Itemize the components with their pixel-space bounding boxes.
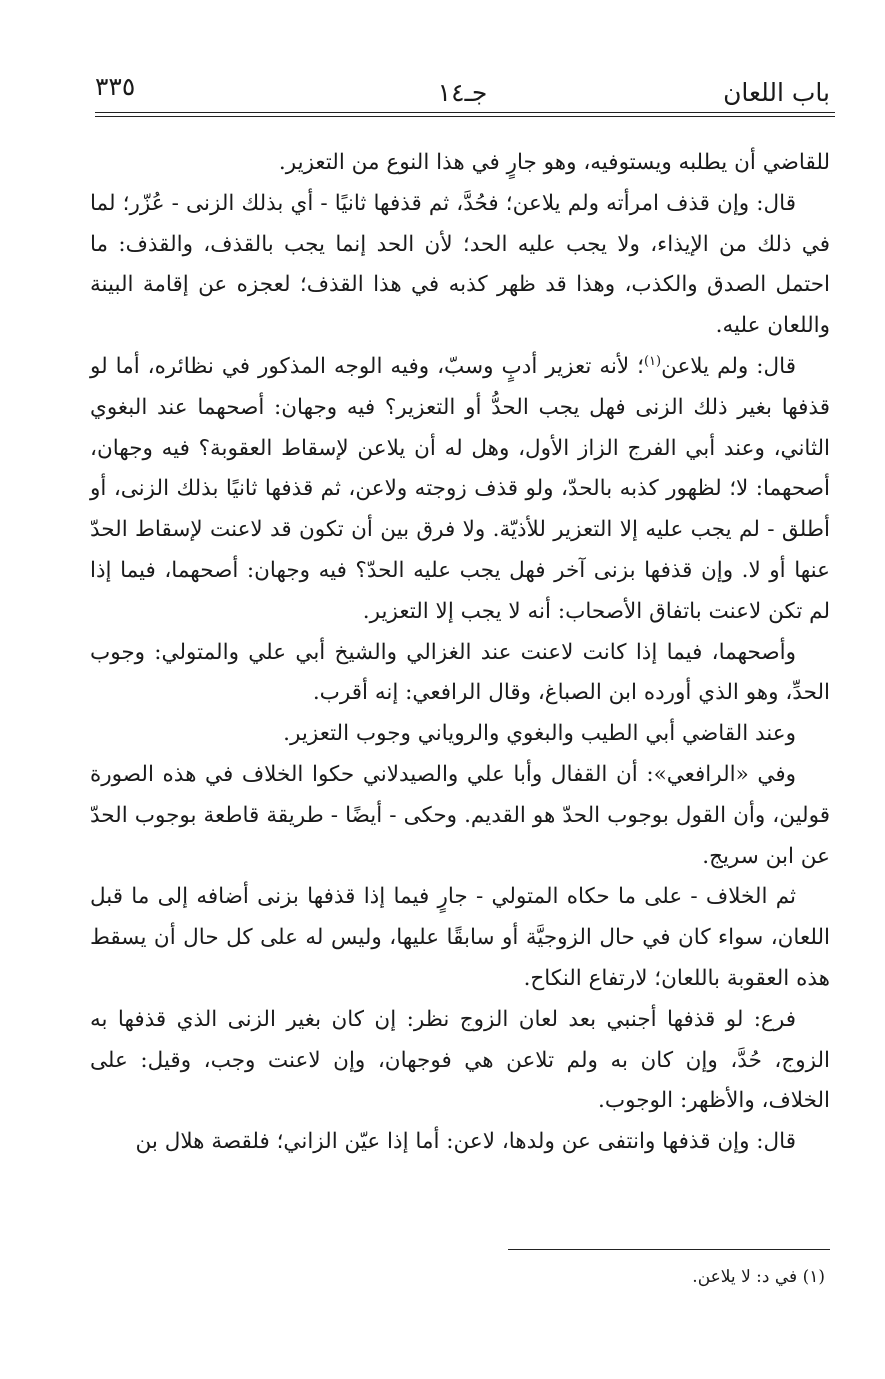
volume-label: جـ١٤: [437, 78, 488, 107]
chapter-title: باب اللعان: [723, 78, 830, 107]
footnote-marker: (١): [802, 1267, 825, 1287]
paragraph: ثم الخلاف - على ما حكاه المتولي - جارٍ فيما إذا قذفها بزنى أضافه إلى ما قبل اللعان، سواء كان في حال الزوجيَّة أو سابقًا عليها، وليس له على كل حال أن يسقط هذه العقوبة باللعان؛ لارتفاع النكاح.: [90, 884, 830, 991]
paragraph: [90, 347, 830, 633]
paragraph: فرع: لو قذفها أجنبي بعد لعان الزوج نظر: إن كان بغير الزنى الذي قذفها به الزوج، حُدَّ، وإن كان به ولم تلاعن هي فوجهان، وإن لاعنت وجب، وقيل: على الخلاف، والأظهر: الوجوب.: [90, 1006, 830, 1114]
paragraph: للقاضي أن يطلبه ويستوفيه، وهو جارٍ في هذا النوع من التعزير.: [278, 150, 830, 175]
page-number: ٣٣٥: [95, 72, 136, 101]
paragraph: قال: وإن قذف امرأته ولم يلاعن؛ فحُدَّ، ثم قذفها ثانيًا - أي بذلك الزنى - عُزّر؛ لما في ذلك من الإيذاء، ولا يجب عليه الحد؛ لأن الحد إنما يجب بالقذف، والقذف: ما احتمل الصدق والكذب، وهذا قد ظهر كذبه في هذا القذف؛ لعجزه عن إقامة البينة واللعان عليه.: [90, 190, 830, 339]
header-rule-thin: [95, 116, 835, 117]
running-header: [95, 72, 830, 112]
footnote-rule: [508, 1249, 830, 1250]
footnote: [692, 1262, 825, 1292]
paragraph-text: ؛ لأنه تعزير أدبٍ وسبّ، وفيه الوجه المذكور في نظائره، أما لو قذفها بغير ذلك الزنى فهل يجب الحدُّ أو التعزير؟ فيه وجهان: أصحهما عند البغوي الثاني، وعند أبي الفرج الزاز الأول، وهل له أن يلاعن لإسقاط العقوبة؟ فيه وجهان، أصحهما: لا؛ لظهور كذبه بالحدّ، ولو قذف زوجته ولاعن، ثم قذفها ثانيًا بذلك الزنى، أو أطلق - لم يجب عليه إلا التعزير للأذيّة. ولا فرق بين أن تكون قد لاعنت لإسقاط الحدّ عنها أو لا. وإن قذفها بزنى آخر فهل يجب عليه الحدّ؟ فيه وجهان: أصحهما، فيما إذا لم تكن لاعنت باتفاق الأصحاب: أنه لا يجب إلا التعزير.: [90, 353, 830, 624]
header-rule: [95, 112, 835, 113]
paragraph: وأصحهما، فيما إذا كانت لاعنت عند الغزالي والشيخ أبي علي والمتولي: وجوب الحدِّ، وهو الذي أورده ابن الصباغ، وقال الرافعي: إنه أقرب.: [90, 639, 830, 706]
paragraph: وعند القاضي أبي الطيب والبغوي والروياني وجوب التعزير.: [283, 721, 796, 747]
paragraph: قال: وإن قذفها وانتفى عن ولدها، لاعن: أما إذا عيّن الزاني؛ فلقصة هلال بن: [135, 1129, 796, 1155]
paragraph-text: قال: ولم يلاعن: [661, 353, 796, 379]
footnote-reference: (١): [643, 353, 662, 369]
body-text: [90, 143, 830, 1163]
paragraph: وفي «الرافعي»: أن القفال وأبا علي والصيدلاني حكوا الخلاف في هذه الصورة قولين، وأن القول بوجوب الحدّ هو القديم. وحكى - أيضًا - طريقة قاطعة بوجوب الحدّ عن ابن سريج.: [90, 761, 830, 869]
footnote-text: في د: لا يلاعن.: [692, 1267, 798, 1287]
